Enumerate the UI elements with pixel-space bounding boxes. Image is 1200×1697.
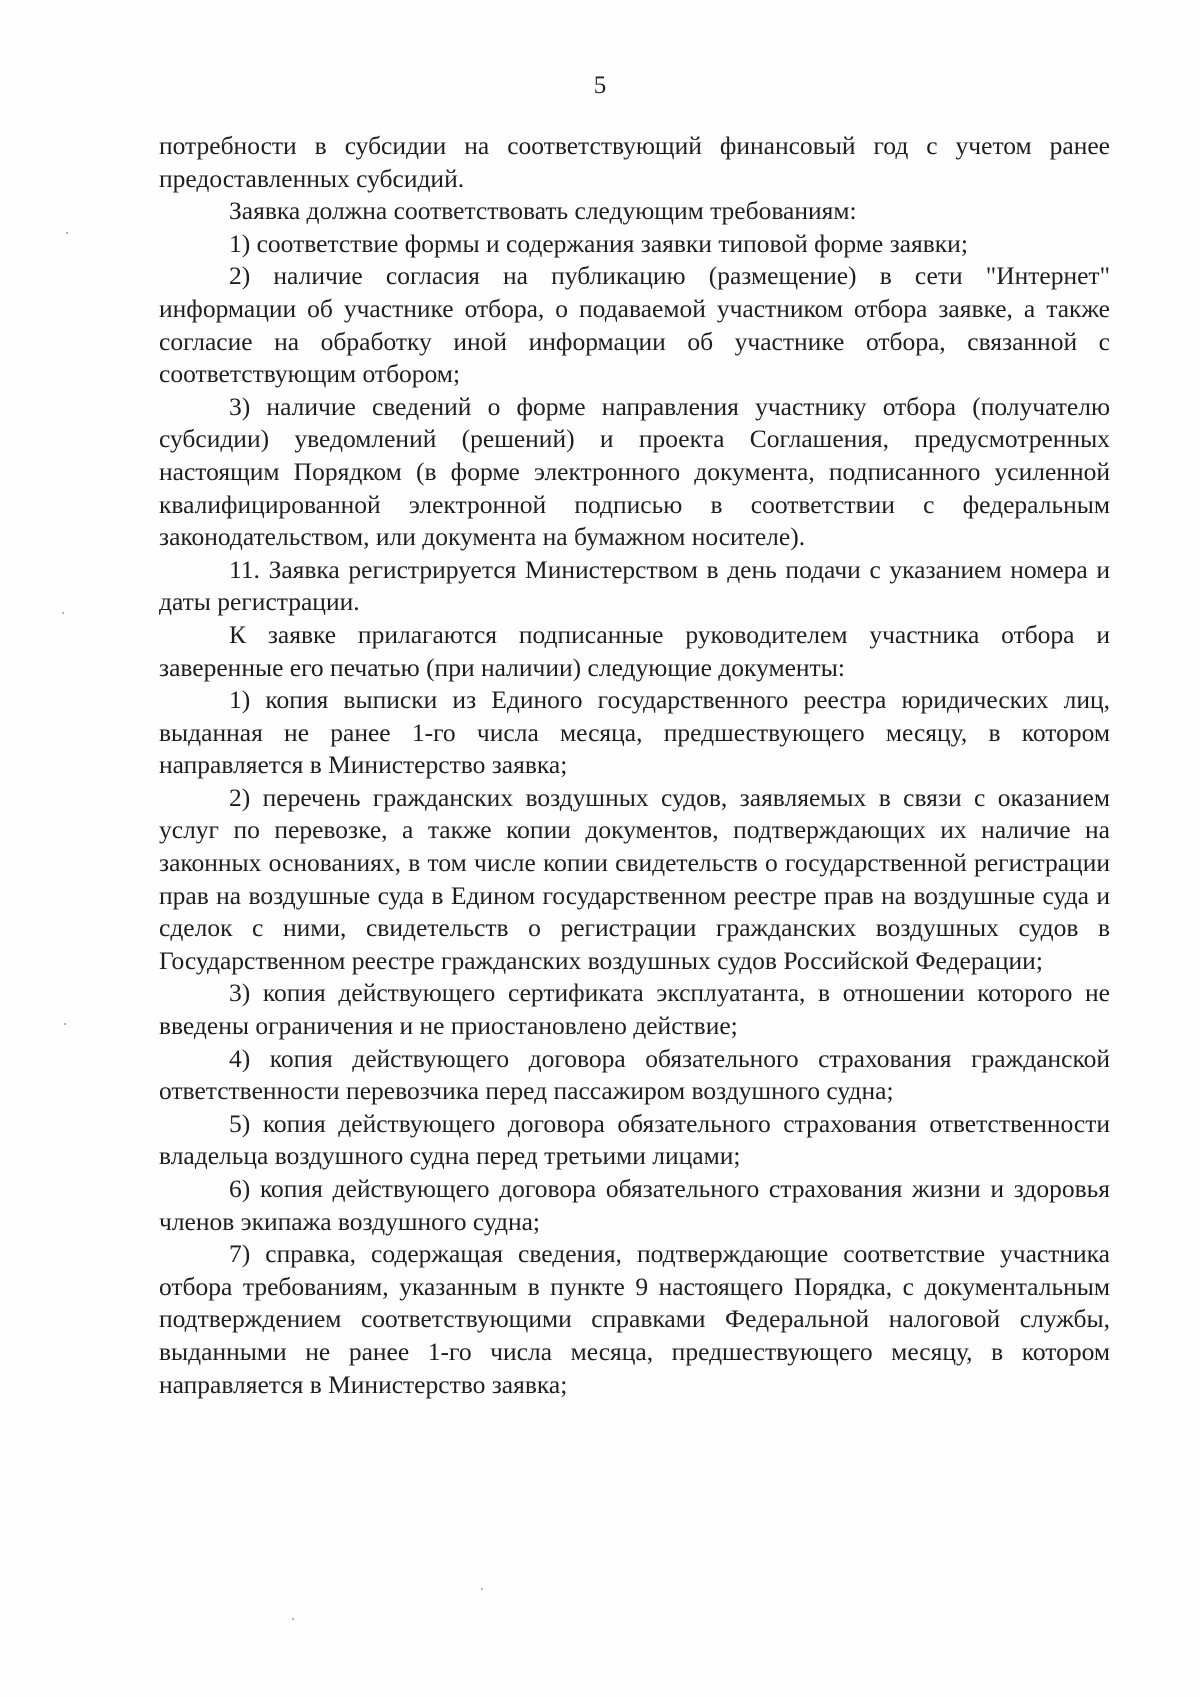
paragraph-requirement-1: 1) соответствие формы и содержания заявки типовой форме заявки; xyxy=(229,228,968,258)
paragraph-continuation: потребности в субсидии на соответствующий финансовый год с учетом ранее предоставленных субсидий. xyxy=(159,131,1110,193)
document-body xyxy=(159,130,1110,1401)
paragraph-document-1: 1) копия выписки из Единого государственного реестра юридических лиц, выданная не ранее 1-го числа месяца, предшествующего месяцу, в котором направляется в Министерство заявка; xyxy=(159,685,1110,780)
paragraph-requirement-2: 2) наличие согласия на публикацию (размещение) в сети "Интернет" информации об участнике отбора, о подаваемой участником отбора заявке, а также согласие на обработку иной информации об участнике отбора, связанной с соответствующим отбором; xyxy=(159,261,1110,389)
paragraph-document-7: 7) справка, содержащая сведения, подтверждающие соответствие участника отбора требованиям, указанным в пункте 9 настоящего Порядка, с документальным подтверждением соответствующими справками Федеральной налоговой службы, выданными не ранее 1-го числа месяца, предшествующего месяцу, в котором направляется в Министерство заявка; xyxy=(159,1239,1110,1399)
paragraph-documents-intro: К заявке прилагаются подписанные руководителем участника отбора и заверенные его печатью (при наличии) следующие документы: xyxy=(159,619,1110,682)
paragraph-document-4: 4) копия действующего договора обязательного страхования гражданской ответственности перевозчика перед пассажиром воздушного судна; xyxy=(159,1043,1110,1106)
scan-speck xyxy=(66,232,68,234)
page-number: 5 xyxy=(593,72,607,99)
scan-speck xyxy=(62,612,64,614)
paragraph-requirement-3: 3) наличие сведений о форме направления участнику отбора (получателю субсидии) уведомлений (решений) и проекта Соглашения, предусмотренных настоящим Порядком (в форме электронного документа, подписанного усиленной квалифицированной электронной подписью в соответствии с федеральным законодательством, или документа на бумажном носителе). xyxy=(159,391,1110,552)
paragraph-requirements-intro: Заявка должна соответствовать следующим требованиям: xyxy=(229,196,857,226)
paragraph-document-5: 5) копия действующего договора обязательного страхования ответственности владельца воздушного судна перед третьими лицами; xyxy=(159,1108,1110,1171)
paragraph-document-6: 6) копия действующего договора обязательного страхования жизни и здоровья членов экипажа воздушного судна; xyxy=(159,1174,1110,1236)
paragraph-document-3: 3) копия действующего сертификата эксплуатанта, в отношении которого не введены ограничения и не приостановлено действие; xyxy=(159,978,1110,1041)
scan-speck xyxy=(292,1618,294,1620)
paragraph-clause-11: 11. Заявка регистрируется Министерством в день подачи с указанием номера и даты регистрации. xyxy=(159,554,1110,617)
scan-speck xyxy=(64,1023,66,1025)
paragraph-document-2: 2) перечень гражданских воздушных судов, заявляемых в связи с оказанием услуг по перевозке, а также копии документов, подтверждающих их наличие на законных основаниях, в том числе копии свидетельств о государственной регистрации прав на воздушные суда в Едином государственном реестре прав на воздушные суда и сделок с ними, свидетельств о регистрации гражданских воздушных судов в Государственном реестре гражданских воздушных судов Российской Федерации; xyxy=(159,782,1110,975)
scan-speck xyxy=(481,1588,483,1590)
